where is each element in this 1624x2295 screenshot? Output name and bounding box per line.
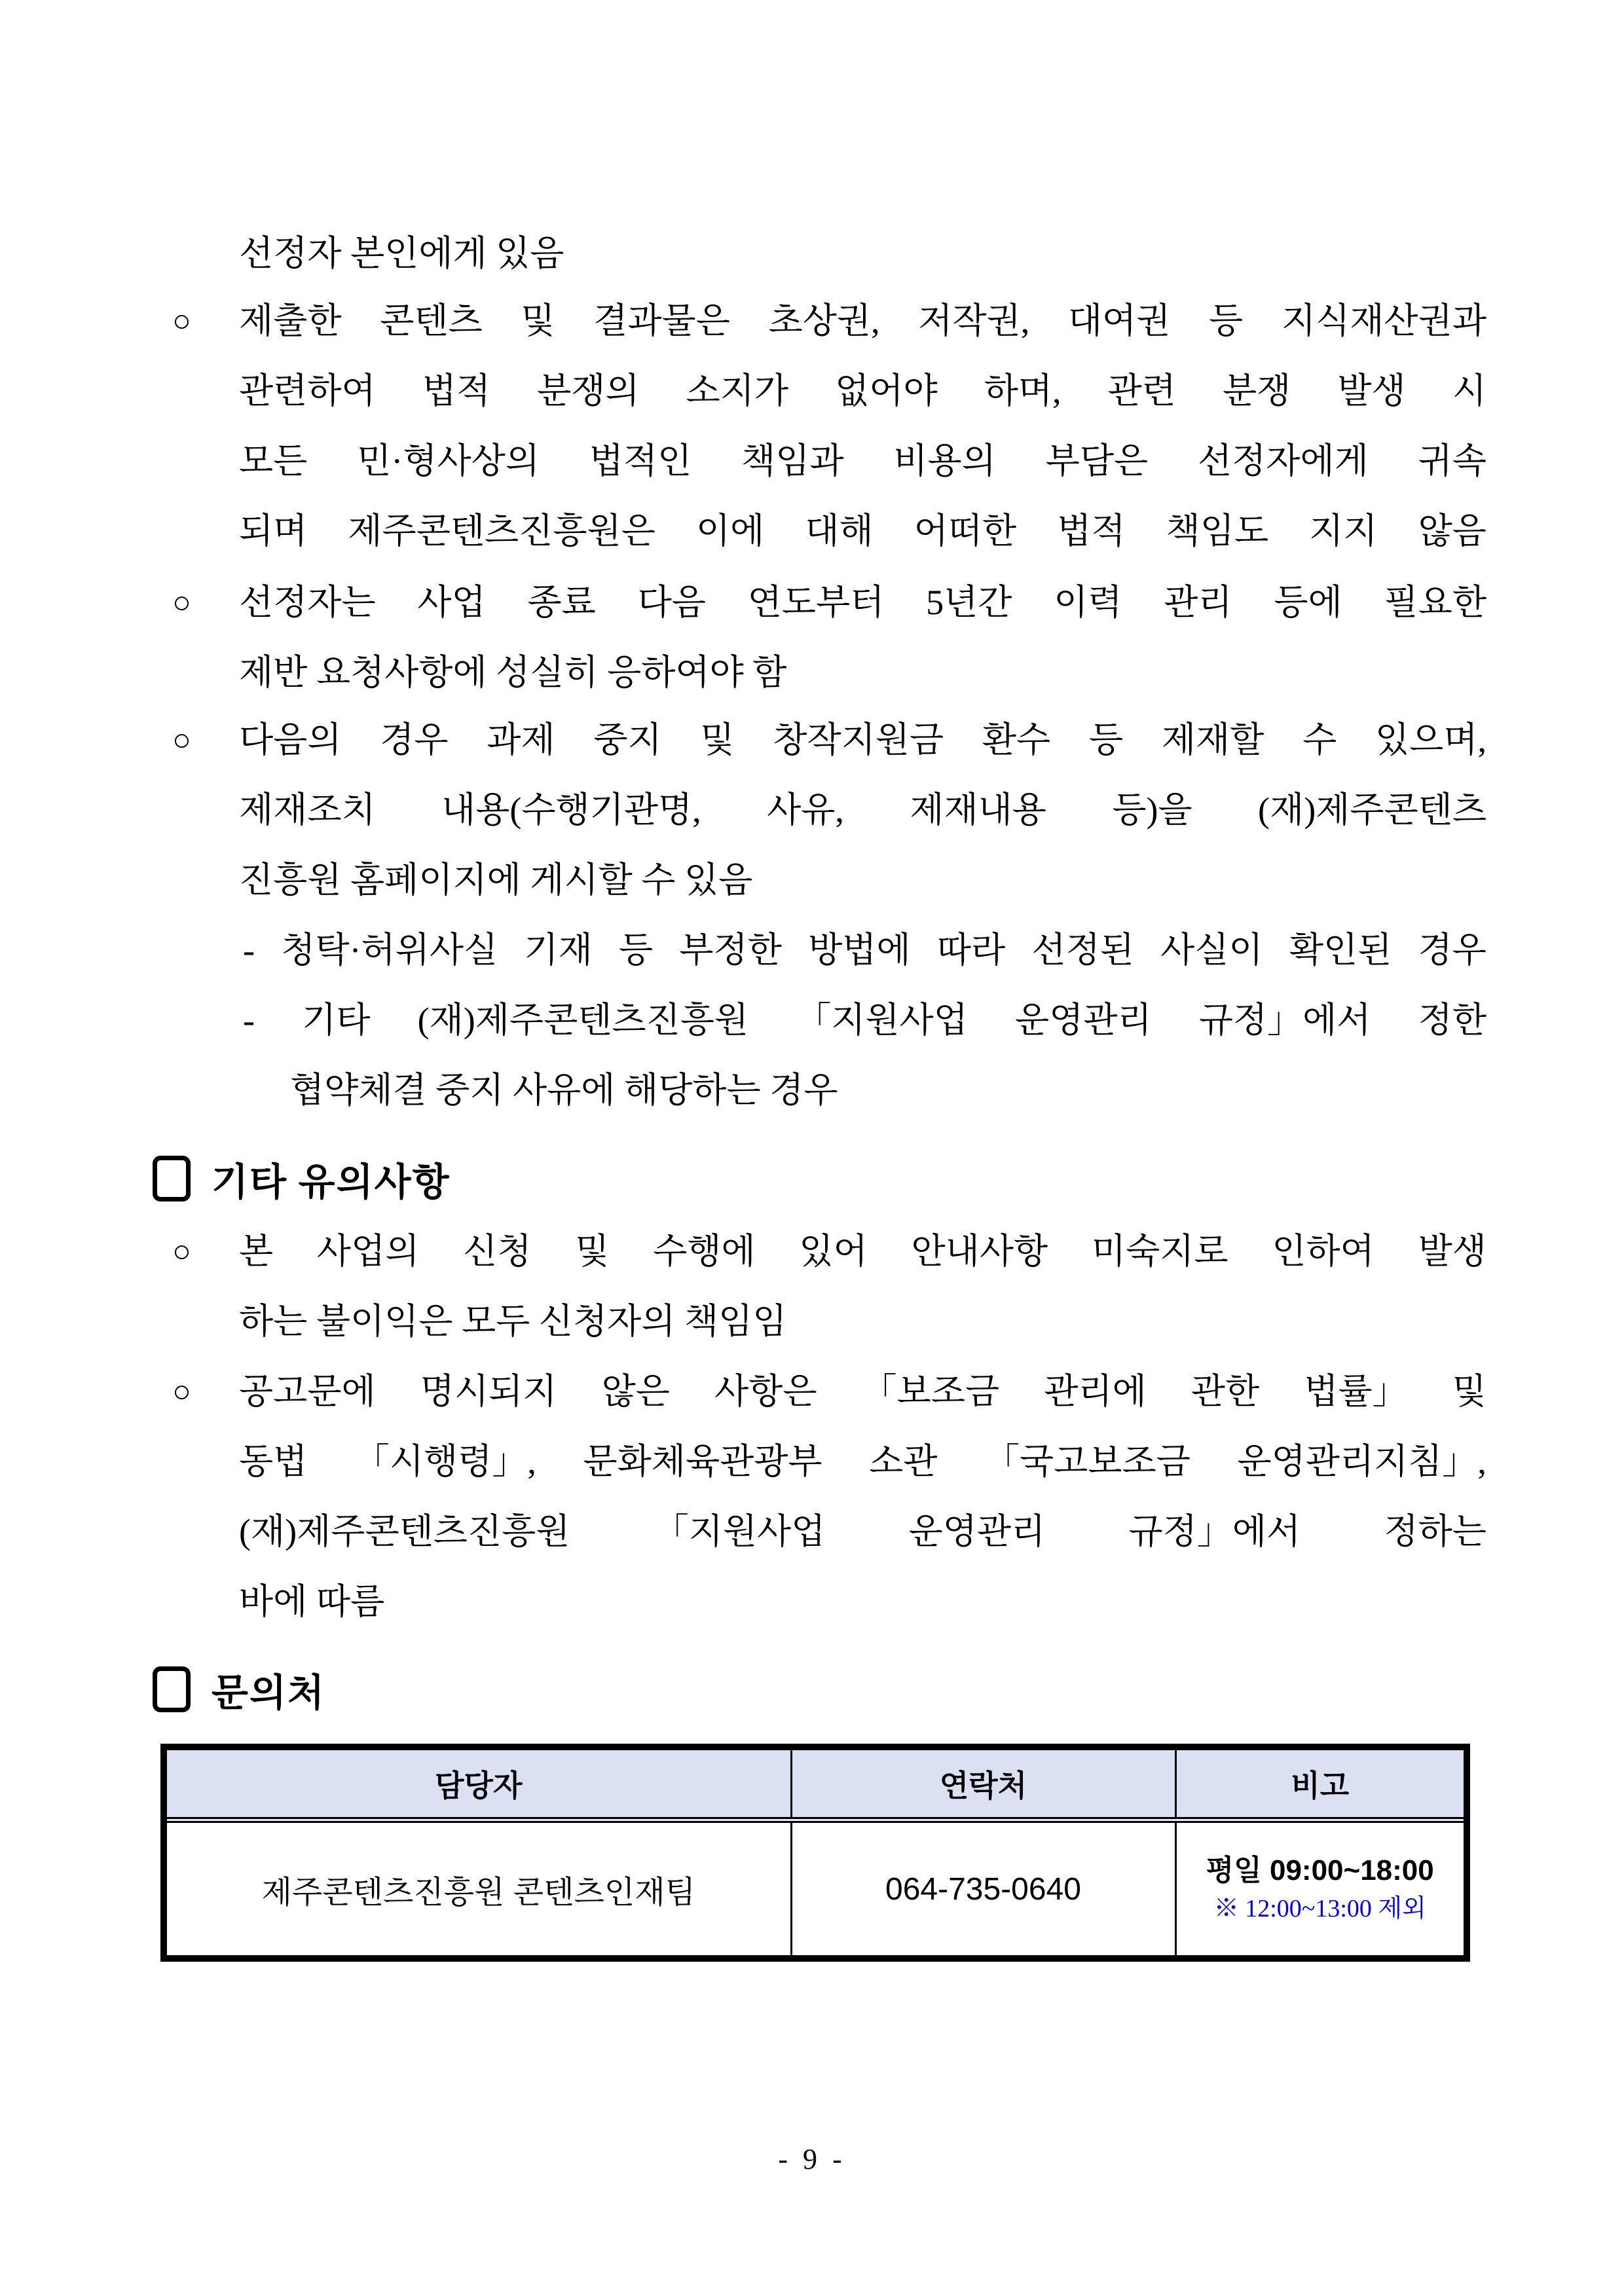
word: 있으며,	[1375, 720, 1486, 760]
word: 제주콘텐츠진흥원은	[348, 511, 655, 551]
section-header-contact	[153, 1653, 325, 1725]
manager-cell: 제주콘텐츠진흥원 콘텐츠인재팀	[164, 1820, 791, 1959]
word: 확인된	[1289, 930, 1392, 970]
word: 이에	[695, 511, 765, 551]
word: 「지원사업	[796, 1001, 968, 1040]
word: 및	[575, 1232, 610, 1271]
word: 등	[618, 930, 654, 970]
column-header-contact: 연락처	[791, 1747, 1175, 1820]
paragraph-line	[239, 1217, 1486, 1287]
word: 운영관리지침」,	[1237, 1442, 1486, 1481]
word: 「시행령」,	[354, 1442, 536, 1481]
word: 관련	[1107, 371, 1176, 411]
word: 발생	[1337, 371, 1406, 411]
lunch-break-note-text: ※ 12:00~13:00 제외	[1213, 1895, 1426, 1922]
word: 등에	[1274, 583, 1342, 622]
word: 공고문에	[239, 1372, 376, 1411]
circle-bullet-icon: ○	[172, 1374, 191, 1409]
word: 수	[1302, 720, 1337, 760]
word: 관련하여	[239, 371, 376, 411]
word: 제재할	[1161, 720, 1264, 760]
word: 수행에	[653, 1232, 756, 1271]
word: 분쟁	[1222, 371, 1291, 411]
word: 귀속	[1418, 441, 1486, 481]
paragraph-line: 제반 요청사항에 성실히 응하여야 함	[239, 653, 787, 692]
word: 연도부터	[747, 583, 885, 622]
dash-item-line: 협약체결 중지 사유에 해당하는 경우	[290, 1071, 838, 1110]
word: 미숙지로	[1091, 1232, 1228, 1271]
word: 없어야	[835, 371, 938, 411]
word: 않은	[601, 1372, 670, 1411]
word: 책임과	[741, 441, 844, 481]
paragraph-line	[239, 356, 1486, 426]
word: 다음	[637, 583, 706, 622]
word: 하며,	[984, 371, 1061, 411]
word: 콘텐츠	[380, 301, 483, 340]
word: 중지	[593, 720, 662, 760]
word: 및	[700, 720, 735, 760]
word: 법적	[1057, 511, 1126, 551]
word: 안내사항	[911, 1232, 1048, 1271]
word: 선정자에게	[1198, 441, 1369, 481]
word: 명시되지	[420, 1372, 557, 1411]
phone-cell: 064-735-0640	[791, 1820, 1175, 1959]
circle-bullet-icon: ○	[172, 1234, 191, 1269]
column-header-manager: 담당자	[164, 1747, 791, 1820]
word: 규정」에서	[1128, 1512, 1301, 1551]
circle-bullet-icon: ○	[172, 304, 191, 339]
contact-table	[160, 1744, 1470, 1962]
word: 경우	[1418, 930, 1486, 970]
word: 사업	[417, 583, 486, 622]
paragraph-line	[239, 705, 1486, 775]
word: 및	[521, 301, 555, 340]
word: 방법에	[808, 930, 911, 970]
word: 정한	[1418, 1001, 1486, 1040]
word: 필요한	[1384, 583, 1486, 622]
word: 발생	[1418, 1232, 1486, 1271]
word: 본	[239, 1232, 274, 1271]
section-header-other-notes	[153, 1143, 451, 1215]
word: 선정자는	[239, 583, 376, 622]
word: 운영관리	[908, 1512, 1046, 1551]
dash-item-line	[243, 915, 1486, 985]
word: 저작권,	[918, 301, 1030, 340]
word: 규정」에서	[1198, 1001, 1371, 1040]
word: 제재조치	[239, 790, 376, 830]
page-number: - 9 -	[778, 2143, 846, 2175]
circle-bullet-icon: ○	[172, 585, 191, 620]
word: 어떠한	[913, 511, 1017, 551]
word: 대여권	[1067, 301, 1171, 340]
checkbox-square-icon	[153, 1666, 191, 1712]
word: 문화체육관광부	[583, 1442, 822, 1481]
word: 종료	[527, 583, 596, 622]
word: 및	[1452, 1372, 1486, 1411]
word: (재)제주콘텐츠	[1258, 790, 1486, 830]
word: 제출한	[239, 301, 342, 340]
word: 사실이	[1160, 930, 1263, 970]
paragraph-line: 하는 불이익은 모두 신청자의 책임임	[239, 1302, 787, 1341]
word: 되며	[239, 511, 308, 551]
word: 다음의	[239, 720, 342, 760]
word: 부담은	[1045, 441, 1149, 481]
paragraph-line	[239, 1357, 1486, 1427]
word: 시	[1452, 371, 1486, 411]
word: 책임도	[1166, 511, 1269, 551]
section-title: 문의처	[212, 1672, 326, 1714]
paragraph-line	[239, 775, 1486, 845]
word: 「국고보조금	[984, 1442, 1190, 1481]
word: 관리에	[1044, 1372, 1147, 1411]
word: 운영관리	[1015, 1001, 1152, 1040]
dash-item-line	[243, 985, 1486, 1056]
word: 사유,	[767, 790, 844, 830]
word: 분쟁의	[537, 371, 640, 411]
word: 내용(수행기관명,	[441, 790, 701, 830]
word: 이력	[1054, 583, 1122, 622]
word: 창작지원금	[773, 720, 944, 760]
contact-table-header-row	[164, 1747, 1467, 1820]
paragraph-line: 진흥원 홈페이지에 게시할 수 있음	[239, 860, 753, 900]
word: 정하는	[1384, 1512, 1486, 1551]
paragraph-line	[239, 1427, 1486, 1497]
word: 결과물은	[593, 301, 730, 340]
word: 제재내용	[910, 790, 1046, 830]
word: 소관	[869, 1442, 938, 1481]
word: 5년간	[926, 583, 1012, 622]
word: 등)을	[1112, 790, 1192, 830]
word: 「지원사업	[653, 1512, 826, 1551]
word: 지식재산권과	[1282, 301, 1486, 340]
word: 법적인	[589, 441, 692, 481]
word: 선정된	[1031, 930, 1134, 970]
paragraph-line: 바에 따름	[239, 1582, 385, 1621]
column-header-note: 비고	[1175, 1747, 1467, 1820]
word: -	[243, 1001, 255, 1040]
contact-table-data-row	[164, 1820, 1467, 1959]
word: 과제	[487, 720, 555, 760]
word: -	[243, 930, 255, 970]
circle-bullet-icon: ○	[172, 723, 191, 758]
word: 법률」	[1304, 1372, 1408, 1411]
word: 관한	[1190, 1372, 1260, 1411]
word: 법적	[422, 371, 491, 411]
word: 부정한	[679, 930, 782, 970]
word: 기타	[302, 1001, 371, 1040]
word: (재)제주콘텐츠진흥원	[239, 1512, 570, 1551]
word: 민·형사상의	[357, 441, 540, 481]
office-hours-text: 평일 09:00~18:00	[1206, 1854, 1434, 1886]
word: 환수	[982, 720, 1051, 760]
word: 경우	[380, 720, 449, 760]
paragraph-line	[239, 426, 1486, 496]
checkbox-square-icon	[153, 1156, 191, 1202]
word: 사항은	[714, 1372, 817, 1411]
word: 동법	[239, 1442, 308, 1481]
word: 등	[1088, 720, 1124, 760]
word: 모든	[239, 441, 308, 481]
word: 관리	[1164, 583, 1232, 622]
word: 기재	[524, 930, 593, 970]
word: 따라	[936, 930, 1006, 970]
word: 「보조금	[861, 1372, 1000, 1411]
paragraph-line	[239, 496, 1486, 566]
section-title: 기타 유의사항	[212, 1161, 451, 1203]
word: 있어	[799, 1232, 868, 1271]
word: 비용의	[893, 441, 996, 481]
paragraph-line: 선정자 본인에게 있음	[239, 234, 564, 273]
word: 사업의	[316, 1232, 420, 1271]
note-cell	[1175, 1820, 1467, 1959]
word: 않음	[1418, 511, 1486, 551]
word: 지지	[1309, 511, 1378, 551]
word: 인하여	[1272, 1232, 1375, 1271]
paragraph-line	[239, 568, 1486, 638]
word: 소지가	[686, 371, 789, 411]
paragraph-line	[239, 1497, 1486, 1567]
paragraph-line	[239, 286, 1486, 356]
word: (재)제주콘텐츠진흥원	[417, 1001, 749, 1040]
word: 청탁·허위사실	[281, 930, 498, 970]
word: 등	[1209, 301, 1244, 340]
word: 초상권,	[768, 301, 880, 340]
word: 신청	[463, 1232, 532, 1271]
word: 대해	[805, 511, 874, 551]
